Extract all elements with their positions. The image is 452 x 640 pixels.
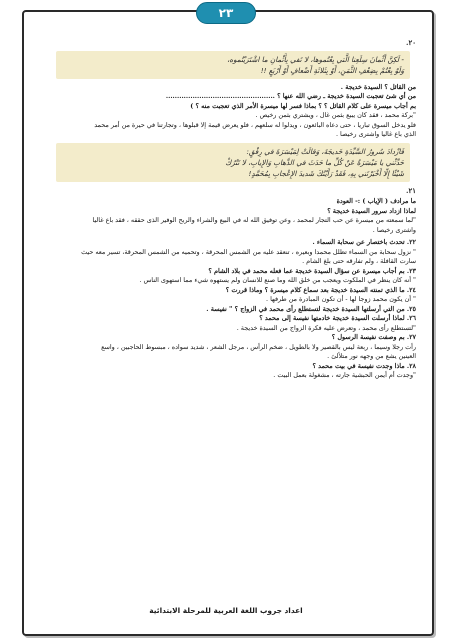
quote-1-line: وَلَوْ بِعْتُمْ بِضِعْفِ الثَّمَنِ، أَوْ بِثَلاثَةِ أَضْعافٍ أَوْ أَرْبَعٍ !! [260, 65, 404, 75]
q22-line: " نزول سحابة من السماء تظلل محمدا وبعيره ، تنعقد عليه من الشمس المحرقة ، وتحميه من الشمس المحرقة، تسير معه حيث [81, 247, 416, 256]
question-line: ٢٣. بم أجاب ميسرة عن سؤال السيدة خديجة عما فعله محمد في بلاد الشام ؟ [208, 266, 416, 275]
q20-line: الذي باع غاليا واشترى رخيصا . [335, 130, 416, 138]
answer-line: "وجدت أم أيمن الحبشية جارته ، مشغولة بعمل البيت . [273, 371, 416, 379]
q20-line: بم أجاب ميسرة على كلام القائل ؟ ؟ بماذا فسر لها ميسرة الأمر الذي تعجبت منه ؟ ) [190, 101, 416, 110]
quote-box-1 [56, 51, 410, 79]
quote-2-line: شَيْئًا إِلّا أَخْبَرْتَني بِهِ، فَقَدْ رَأَيْتُكَ شَديدَ الإِعْجابِ بِمُحَمَّدٍ! [248, 168, 404, 178]
q21-line: "لما سمعته من ميسرة عن حب التجار لمحمد ، وعن توفيق الله له في البيع والشراء والربح الوفير الذى حققه ، فقد باع غاليا [92, 216, 416, 224]
q21-line: ما مرادف ( الإياب ) :- العودة [336, 197, 416, 205]
answer-line: رأت رجلا وسيما ، ربعة ليس بالقصير ولا بالطويل ، ضخم الرأس ، مرجل الشعر ، شديد سواده ، مبسوط الحاجبين ، واسع [101, 342, 416, 351]
q20-line: من القائل ؟ السيدة خديجة . [340, 82, 416, 91]
quote-box-2 [56, 143, 410, 182]
page-content [36, 38, 416, 381]
quote-1-line: - لَكِنَّ أَثْمانَ سِلَعِنا الَّتي بِعْتُموها، لا تَفي بِأَثْمانِ ما اشْتَرَيْتُموه، [227, 54, 404, 64]
question-line: ٢٨. ماذا وجدت نفيسة في بيت محمد ؟ [312, 361, 416, 370]
question-20-number: ٢٠. [406, 38, 416, 47]
q20-line: فلو يدخل السوق تباريا ، حتى دعاه البائعون ، ويدلوا له سلعهم ، فلو يعرض قيمة إلا قبلوها ، وتجارتنا في حيرة من أمر محمد [94, 120, 416, 129]
question-line: ٢٤. ما الذي تمنته السيدة خديجة بعد سماع كلام ميسرة ؟ وماذا قررت ؟ [225, 285, 416, 294]
quote-2-line: فَازْدادَ سُرورُ السَّيِّدَةِ خَديجَةَ، وَقالَتْ لِمَيْسَرَةَ في رِفْقٍ: [246, 146, 404, 156]
page-number-badge: ٢٣ [196, 2, 256, 24]
question-21-number: ٢١. [406, 185, 416, 195]
question-line: ٢٦. لماذا أرسلت السيدة خديجة خادمتها نفيسة إلى محمد ؟ [259, 314, 416, 322]
q21-line: واشترى رخيصا . [372, 225, 416, 234]
quote-2-line: حَدِّثْني يا مَيْسَرَةُ عَنْ كُلِّ ما حَدَثَ في الذَّهابِ وَالإِيابِ، لا تَتْرُكْ [225, 157, 404, 167]
question-22-title: ٢٢. تحدث باختصار عن سحابة السماء . [312, 238, 416, 246]
question-line: ٢٧. بم وصفت نفيسة الرسول ؟ [331, 333, 416, 341]
q21-line: لماذا ازداد سرور السيدة خديجة ؟ [327, 206, 416, 215]
q22-line: سارت القافلة ، ولم تفارقه حتى بلغ الشام . [302, 257, 416, 265]
page-footer: اعداد جروب اللغة العربية للمرحلة الابتدائية [149, 606, 303, 615]
answer-line: "لتستطلع رأى محمد ، وتعرض عليه فكرة الزواج من السيدة خديجة . [236, 323, 416, 332]
answer-line: " أنه كان ينظر في الملكوت ويعجب من خلق الله وما صنع للانسان ولم يستهوه شيء مما استهوى الناس . [139, 276, 416, 284]
answer-line: " أن يكون محمد زوجا لها - أن تكون المبادرة من طرفها . [266, 295, 416, 303]
question-line: ٢٥. من التي أرسلتها السيدة خديجة لتستطلع رأى محمد في الزواج ؟ " نفيسة . [206, 304, 416, 313]
q20-line: من أي شئ تعجبت السيدة خديجة ـ رضي الله عنها ؟ ................................................. [165, 92, 416, 100]
q20-line: "بركة محمد ، فقد كان يبيع بثمن غال ، ويشتري بثمن رخيص . [255, 111, 416, 119]
answer-line: العينين يشع من وجهه نور متلألئ . [327, 352, 416, 360]
